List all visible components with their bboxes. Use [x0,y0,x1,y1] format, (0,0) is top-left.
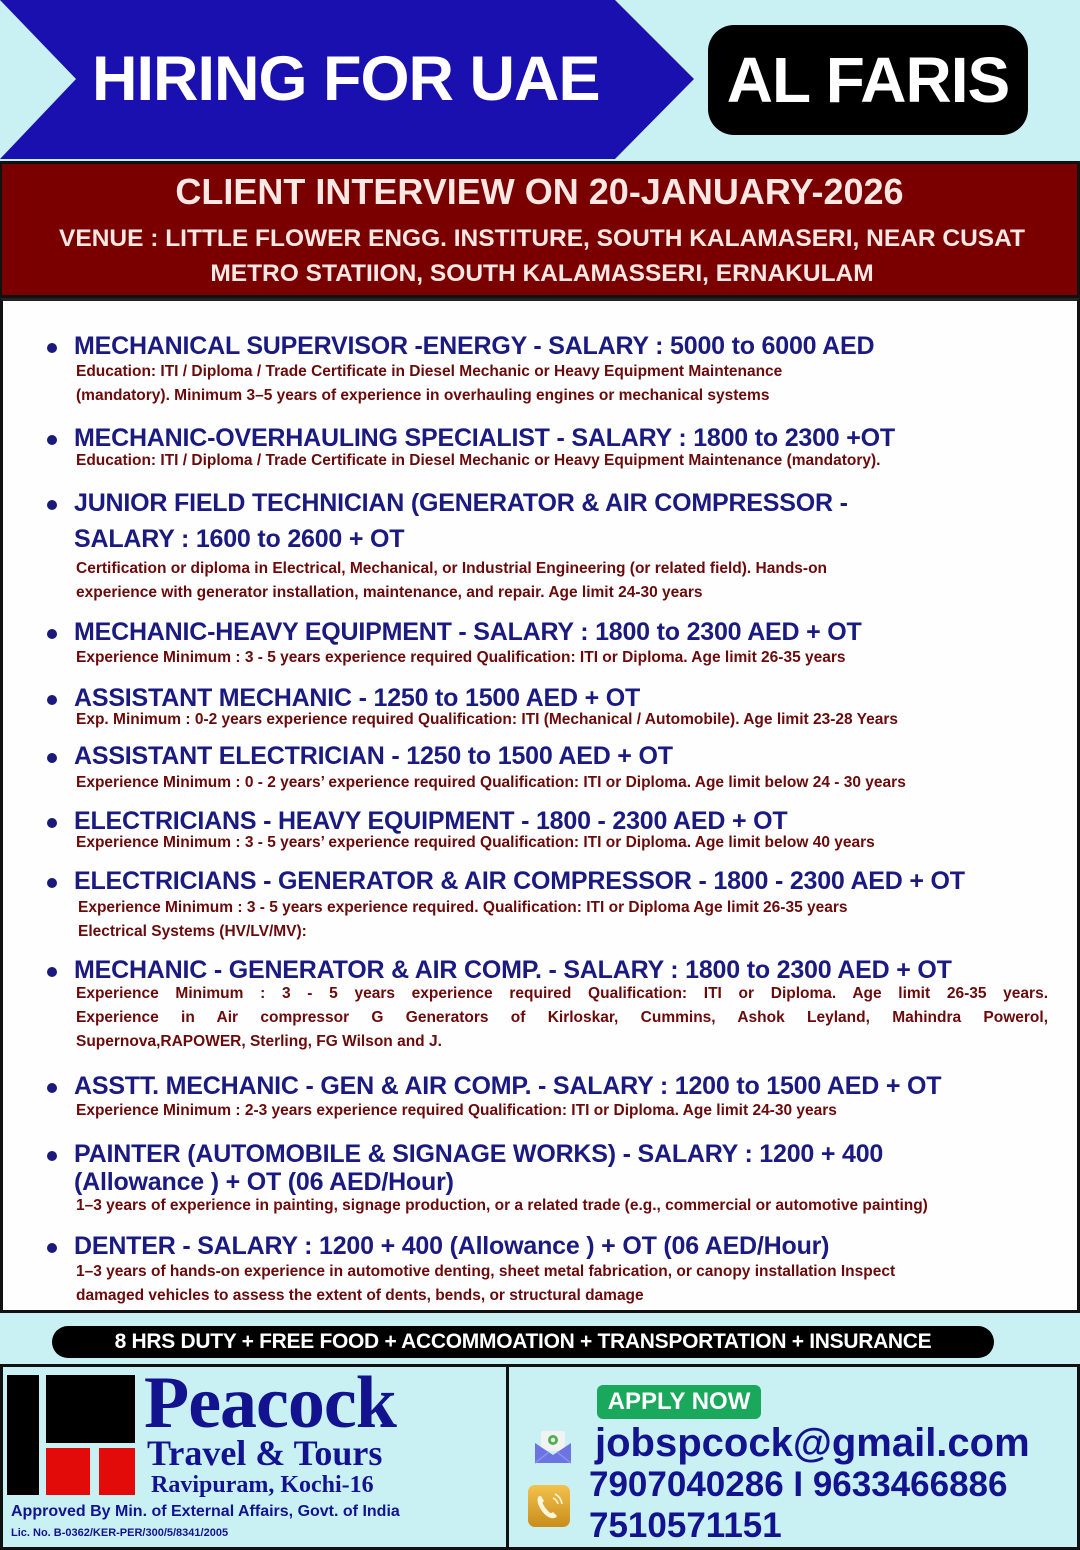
venue-line-2: METRO STATIION, SOUTH KALAMASSERI, ERNAKULAM [210,260,874,287]
job-title: ASSISTANT MECHANIC - 1250 to 1500 AED + OT [74,684,641,712]
job-description-line: Experience Minimum : 3 - 5 years experience required. Qualification: ITI or Diploma Age limit 26-35 years [78,899,848,916]
email-link[interactable]: jobspcock@gmail.com [595,1421,1030,1465]
bullet-icon [47,695,57,705]
job-description [76,1260,1051,1308]
logo-red-square [46,1448,90,1495]
phone-icon [527,1484,571,1528]
job-title: MECHANIC-HEAVY EQUIPMENT - SALARY : 1800 to 2300 AED + OT [74,618,862,646]
agency-subtitle: Travel & Tours [147,1433,383,1473]
job-title: JUNIOR FIELD TECHNICIAN (GENERATOR & AIR COMPRESSOR - [74,489,848,517]
agency-address: Ravipuram, Kochi-16 [151,1472,374,1498]
job-title: ELECTRICIANS - HEAVY EQUIPMENT - 1800 - 2300 AED + OT [74,807,788,835]
job-description [76,360,1051,408]
job-description-line: Exp. Minimum : 0-2 years experience required Qualification: ITI (Mechanical / Automobile). Age limit 23-28 Years [76,711,899,728]
hiring-title: HIRING FOR UAE [92,44,600,114]
company-badge: AL FARIS [708,25,1028,135]
interview-venue [22,221,1062,291]
job-description-line: Supernova,RAPOWER, Sterling, FG Wilson and J. [76,1033,442,1050]
venue-line-1: VENUE : LITTLE FLOWER ENGG. INSTITURE, SOUTH KALAMASERI, NEAR CUSAT [59,225,1025,252]
job-title: DENTER - SALARY : 1200 + 400 (Allowance ) + OT (06 AED/Hour) [74,1232,830,1260]
interview-banner [0,161,1080,298]
logo-red-square [99,1448,135,1495]
job-description-line: Experience Minimum : 3 - 5 years’ experience required Qualification: ITI or Diploma. Age limit below 40 years [76,834,875,851]
job-description-line: Education: ITI / Diploma / Trade Certificate in Diesel Mechanic or Heavy Equipment Maintenance [76,363,783,380]
apply-now-button[interactable]: APPLY NOW [597,1385,761,1419]
job-description-line: Experience Minimum : 2-3 years experience required Qualification: ITI or Diploma. Age limit 24-30 years [76,1102,837,1119]
bullet-icon [47,500,57,510]
job-title: MECHANIC-OVERHAULING SPECIALIST - SALARY : 1800 to 2300 +OT [74,424,895,452]
job-description [76,771,1051,795]
interview-date: CLIENT INTERVIEW ON 20-JANUARY-2026 [175,171,904,212]
phone-number[interactable]: 7510571151 [589,1506,782,1545]
job-description-line: (mandatory). Minimum 3–5 years of experience in overhauling engines or mechanical systems [76,387,770,404]
job-description [76,449,1051,473]
agency-approval: Approved By Min. of External Affairs, Govt. of India [11,1503,400,1520]
job-description [76,831,1051,855]
job-description-line: damaged vehicles to assess the extent of dents, bends, or structural damage [76,1287,644,1304]
job-description-line: Experience Minimum : 0 - 2 years’ experience required Qualification: ITI or Diploma. Age limit below 24 - 30 years [76,774,906,791]
agency-license: Lic. No. B-0362/KER-PER/300/5/8341/2005 [11,1527,229,1539]
job-description [76,557,1051,605]
agency-panel [0,1364,508,1550]
bullet-icon [47,753,57,763]
job-title: ASSTT. MECHANIC - GEN & AIR COMP. - SALARY : 1200 to 1500 AED + OT [74,1072,942,1100]
job-title: PAINTER (AUTOMOBILE & SIGNAGE WORKS) - SALARY : 1200 + 400 [74,1140,884,1168]
bullet-icon [47,967,57,977]
bullet-icon [47,1151,57,1161]
job-title-line-2: (Allowance ) + OT (06 AED/Hour) [74,1168,454,1196]
job-description [76,646,1051,670]
envelope-icon [533,1429,573,1465]
job-description-line: 1–3 years of hands-on experience in automotive denting, sheet metal fabrication, or canopy installation Inspect [76,1263,896,1280]
bullet-icon [47,629,57,639]
contact-panel [506,1364,1080,1550]
job-description-line: Education: ITI / Diploma / Trade Certificate in Diesel Mechanic or Heavy Equipment Maintenance (mandatory). [76,452,881,469]
bullet-icon [47,1083,57,1093]
job-description [78,896,1053,944]
phone-numbers[interactable]: 7907040286 I 9633466886 [589,1465,1008,1504]
job-description-line: 1–3 years of experience in painting, signage production, or a related trade (e.g., commercial or automotive painting) [76,1197,928,1214]
benefits-badge: 8 HRS DUTY + FREE FOOD + ACCOMMOATION + TRANSPORTATION + INSURANCE [52,1326,994,1358]
job-title: ASSISTANT ELECTRICIAN - 1250 to 1500 AED + OT [74,742,673,770]
job-description-line: experience with generator installation, maintenance, and repair. Age limit 24-30 years [76,584,703,601]
job-title: ELECTRICIANS - GENERATOR & AIR COMPRESSOR - 1800 - 2300 AED + OT [74,867,965,895]
bullet-icon [47,818,57,828]
job-description-line: Electrical Systems (HV/LV/MV): [78,923,307,940]
header [0,0,1080,160]
logo-black-bar [7,1375,39,1495]
job-title: MECHANIC - GENERATOR & AIR COMP. - SALARY : 1800 to 2300 AED + OT [74,956,952,984]
bullet-icon [47,435,57,445]
job-description-line: Experience Minimum : 3 - 5 years experience required Qualification: ITI or Diploma. Age limit 26-35 years. [76,985,1048,1002]
job-title-line-2: SALARY : 1600 to 2600 + OT [74,525,405,553]
job-description [76,982,1048,1054]
job-description [76,708,1051,732]
job-description-line: Experience in Air compressor G Generators of Kirloskar, Cummins, Ashok Leyland, Mahindra Powerol, [76,1009,1048,1026]
job-description [76,1194,1051,1218]
logo-black-square [46,1375,135,1443]
bullet-icon [47,343,57,353]
job-description-line: Experience Minimum : 3 - 5 years experience required Qualification: ITI or Diploma. Age limit 26-35 years [76,649,846,666]
bullet-icon [47,1243,57,1253]
job-title: MECHANICAL SUPERVISOR -ENERGY - SALARY : 5000 to 6000 AED [74,332,875,360]
job-description-line: Certification or diploma in Electrical, Mechanical, or Industrial Engineering (or related field). Hands-on [76,560,828,577]
job-description [76,1099,1051,1123]
bullet-icon [47,878,57,888]
agency-name: Peacock [144,1362,396,1444]
job-list [0,298,1080,1313]
